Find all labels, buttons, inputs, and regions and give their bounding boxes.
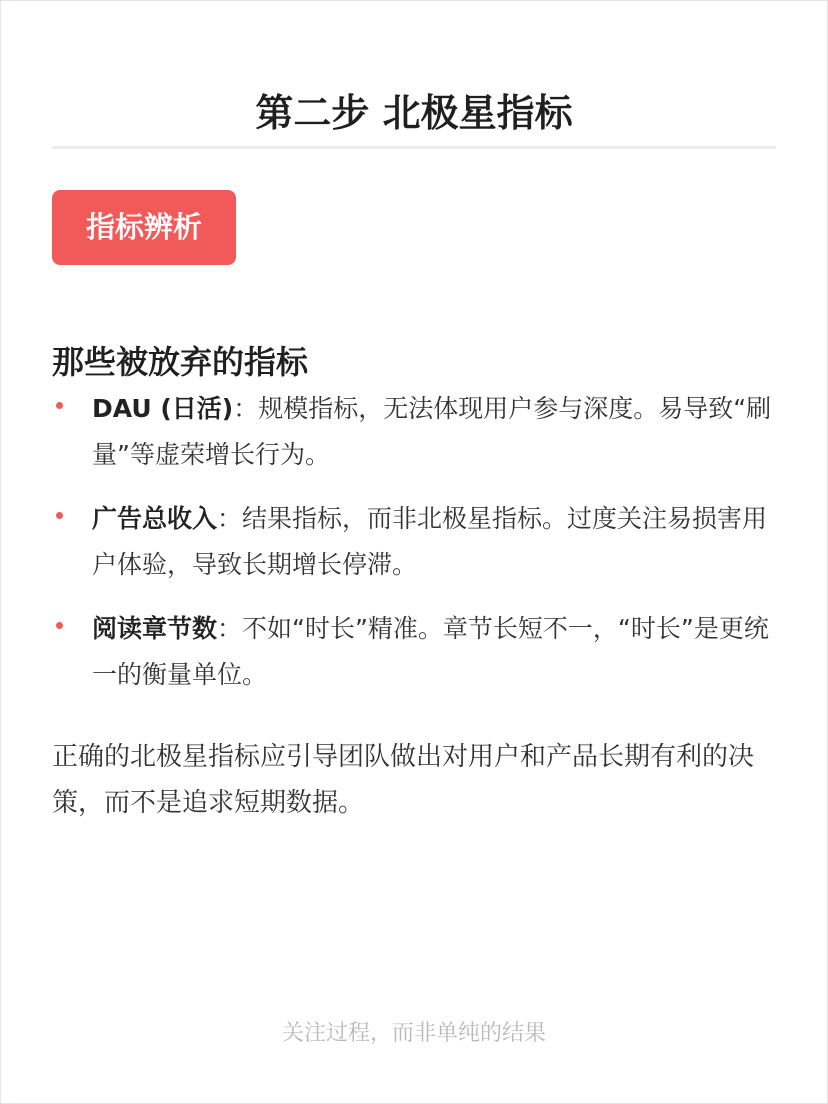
bullet-separator: ： bbox=[217, 614, 243, 643]
list-item bbox=[52, 386, 776, 478]
list-item bbox=[52, 496, 776, 588]
footer-caption: 关注过程，而非单纯的结果 bbox=[281, 1021, 546, 1046]
bullet-term: 广告总收入 bbox=[92, 504, 218, 533]
abandoned-metrics-list bbox=[52, 386, 776, 716]
bullet-term: DAU (日活) bbox=[92, 394, 234, 423]
bullet-term: 阅读章节数 bbox=[92, 614, 218, 643]
section-tag: 指标辨析 bbox=[52, 190, 236, 265]
section-heading: 那些被放弃的指标 bbox=[52, 342, 309, 381]
bullet-text: 不如“时长”精准。章节长短不一，“时长”是更统一的衡量单位。 bbox=[92, 614, 769, 689]
list-item bbox=[52, 606, 776, 698]
bullet-separator: ： bbox=[233, 394, 259, 423]
bullet-text: 结果指标，而非北极星指标。过度关注易损害用户体验，导致长期增长停滞。 bbox=[92, 504, 768, 579]
bullet-dot-icon bbox=[56, 512, 63, 519]
page-title: 第二步 北极星指标 bbox=[255, 91, 573, 136]
bullet-dot-icon bbox=[56, 402, 63, 409]
title-divider bbox=[52, 146, 776, 149]
conclusion-paragraph: 正确的北极星指标应引导团队做出对用户和产品长期有利的决策，而不是追求短期数据。 bbox=[52, 742, 755, 818]
bullet-dot-icon bbox=[56, 622, 63, 629]
bullet-separator: ： bbox=[217, 504, 243, 533]
bullet-text: 规模指标，无法体现用户参与深度。易导致“刷量”等虚荣增长行为。 bbox=[92, 394, 772, 469]
